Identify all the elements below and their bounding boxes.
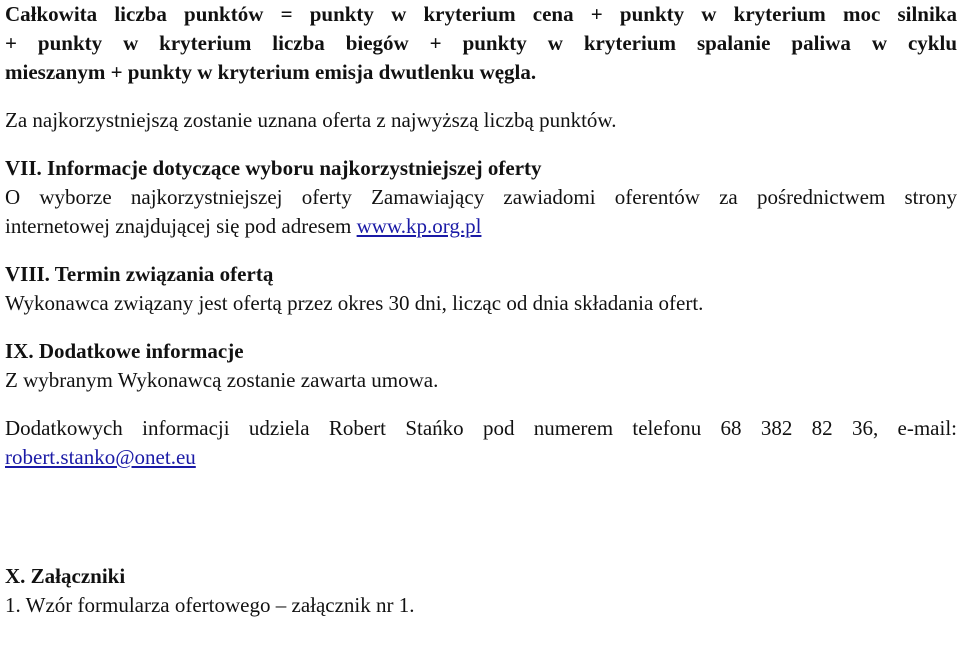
section-x-heading: X. Załączniki <box>5 564 126 588</box>
contact-email-line <box>5 443 957 472</box>
section-vii-text-line-2-text: internetowej znajdującej się pod adresem <box>5 214 357 238</box>
email-link[interactable]: robert.stanko@onet.eu <box>5 445 196 469</box>
section-vii-text-line-1: O wyborze najkorzystniejszej oferty Zamawiający zawiadomi oferentów za pośrednictwem strony <box>5 185 957 209</box>
scoring-formula-line-1: Całkowita liczba punktów = punkty w kryterium cena + punkty w kryterium moc silnika <box>5 2 957 26</box>
scoring-formula-line-2: + punkty w kryterium liczba biegów + punkty w kryterium spalanie paliwa w cyklu <box>5 31 957 55</box>
section-viii-text: Wykonawca związany jest ofertą przez okres 30 dni, licząc od dnia składania ofert. <box>5 291 704 315</box>
website-link[interactable]: www.kp.org.pl <box>356 214 482 238</box>
section-ix-text: Z wybranym Wykonawcą zostanie zawarta umowa. <box>5 368 439 392</box>
section-vii-text-line-2 <box>5 212 957 241</box>
section-viii-heading: VIII. Termin związania ofertą <box>5 262 274 286</box>
best-offer-note: Za najkorzystniejszą zostanie uznana oferta z najwyższą liczbą punktów. <box>5 108 617 132</box>
document-page <box>5 0 957 620</box>
section-ix-heading: IX. Dodatkowe informacje <box>5 339 244 363</box>
section-vii-heading: VII. Informacje dotyczące wyboru najkorzystniejszej oferty <box>5 156 542 180</box>
scoring-formula-line-3: mieszanym + punkty w kryterium emisja dwutlenku węgla. <box>5 60 537 84</box>
attachment-item-1: 1. Wzór formularza ofertowego – załącznik nr 1. <box>5 593 415 617</box>
contact-line-1: Dodatkowych informacji udziela Robert Stańko pod numerem telefonu 68 382 82 36, e-mail: <box>5 416 957 440</box>
